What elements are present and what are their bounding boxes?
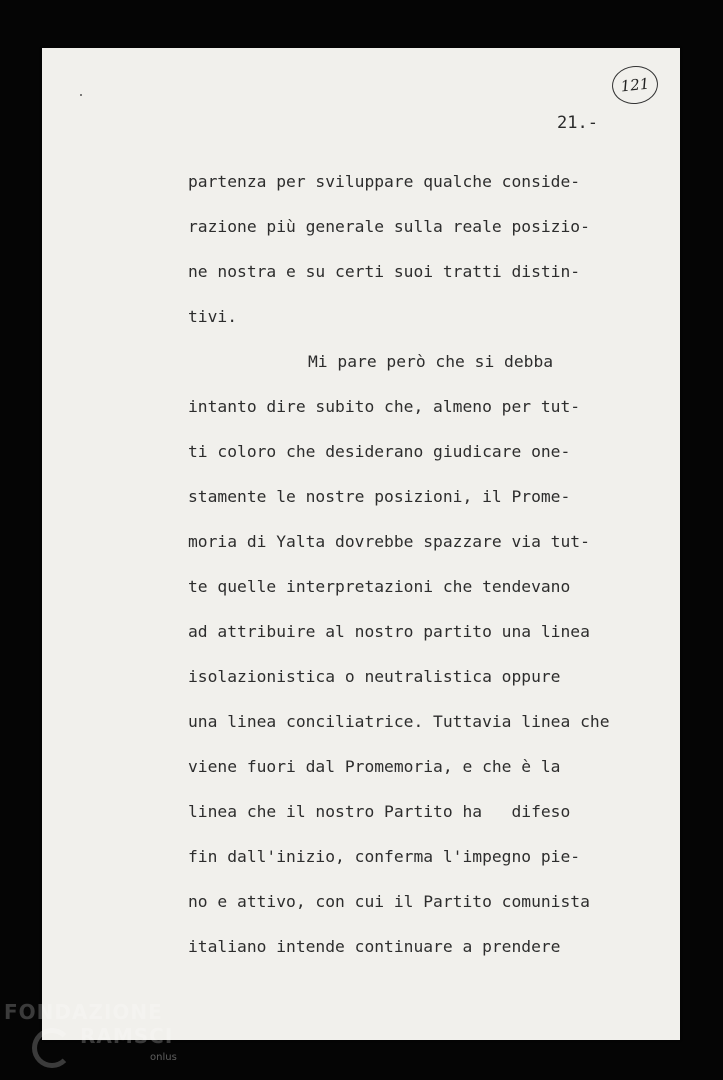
text-line: tivi. xyxy=(188,307,238,326)
text-line: isolazionistica o neutralistica oppure xyxy=(188,667,561,686)
text-line: intanto dire subito che, almeno per tut- xyxy=(188,397,581,416)
text-line: una linea conciliatrice. Tuttavia linea che xyxy=(188,712,610,731)
logo-text-bottom: RAMSCI xyxy=(80,1024,174,1048)
text-line: ti coloro che desiderano giudicare one- xyxy=(188,442,571,461)
text-line: partenza per sviluppare qualche conside- xyxy=(188,172,581,191)
archive-number-stamp: 121 xyxy=(610,64,660,107)
text-line: linea che il nostro Partito ha difeso xyxy=(188,802,571,821)
text-line: stamente le nostre posizioni, il Prome- xyxy=(188,487,571,506)
text-line: ad attribuire al nostro partito una linea xyxy=(188,622,590,641)
text-line: fin dall'inizio, conferma l'impegno pie- xyxy=(188,847,581,866)
text-line: moria di Yalta dovrebbe spazzare via tut- xyxy=(188,532,590,551)
text-line: razione più generale sulla reale posizio- xyxy=(188,217,590,236)
text-line: te quelle interpretazioni che tendevano xyxy=(188,577,571,596)
text-line: Mi pare però che si debba xyxy=(308,352,554,371)
text-line: viene fuori dal Promemoria, e che è la xyxy=(188,757,561,776)
logo-g-icon xyxy=(32,1028,72,1068)
paper-speck xyxy=(80,94,82,96)
page-number: 21.- xyxy=(557,113,598,133)
text-line: italiano intende continuare a prendere xyxy=(188,937,561,956)
text-line: no e attivo, con cui il Partito comunista xyxy=(188,892,590,911)
text-line: ne nostra e su certi suoi tratti distin- xyxy=(188,262,581,281)
logo-text-top: FONDAZIONE xyxy=(4,1000,163,1024)
logo-subtext: onlus xyxy=(150,1052,177,1063)
